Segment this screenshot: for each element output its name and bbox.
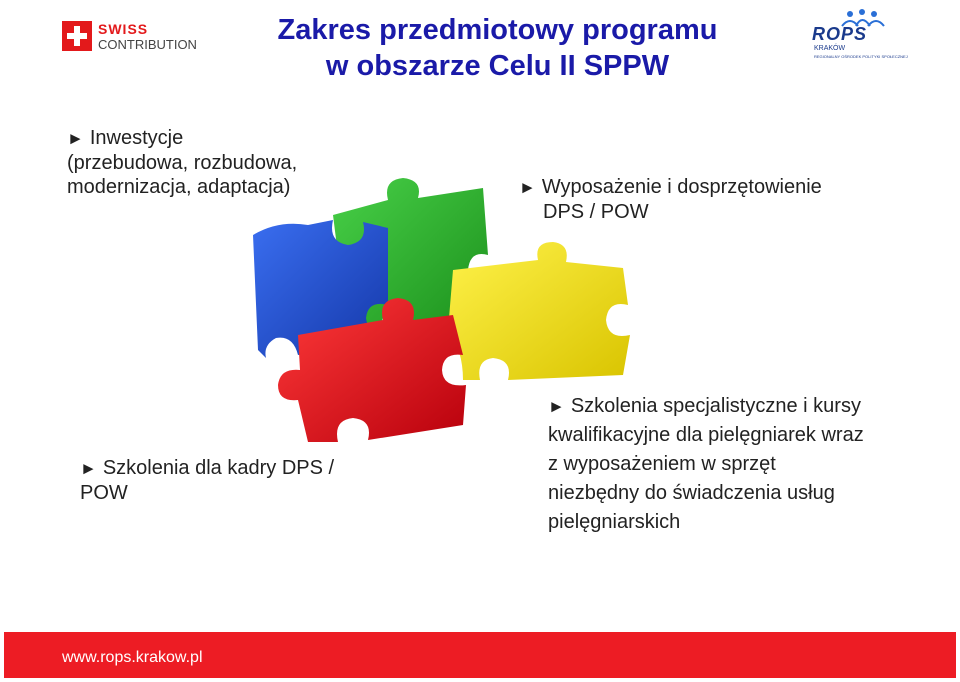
bullet-text: DPS / POW xyxy=(543,201,649,223)
bullet-staff-training xyxy=(80,456,420,505)
bullet-nursing-training xyxy=(548,392,938,537)
bullet-text: POW xyxy=(80,482,128,504)
bullet-text: (przebudowa, rozbudowa, xyxy=(67,152,298,174)
title-line-2: w obszarze Celu II SPPW xyxy=(325,50,670,82)
logo-text-contribution: CONTRIBUTION xyxy=(98,36,197,52)
bullet-text: Wyposażenie i dosprzętowienie xyxy=(541,176,822,198)
rops-logo xyxy=(812,8,908,64)
bullet-arrow-icon: ► xyxy=(80,459,97,478)
rops-subtitle: REGIONALNY OŚRODEK POLITYKI SPOŁECZNEJ xyxy=(814,54,908,59)
bullet-text: niezbędny do świadczenia usług xyxy=(548,482,835,504)
title-line-1: Zakres przedmiotowy programu xyxy=(277,14,718,46)
bullet-text: pielęgniarskich xyxy=(548,511,681,533)
bullet-text: Szkolenia dla kadry DPS / xyxy=(102,457,335,479)
rops-wordmark: ROPS xyxy=(812,24,868,44)
rops-city: KRAKÓW xyxy=(814,45,846,52)
footer-bar xyxy=(4,632,956,678)
logo-text-swiss: SWISS xyxy=(98,20,149,37)
slide-title xyxy=(225,12,770,84)
bullet-text: kwalifikacyjne dla pielęgniarek wraz xyxy=(548,424,864,446)
bullet-text: Inwestycje xyxy=(89,127,184,149)
bullet-arrow-icon: ► xyxy=(548,397,565,416)
swiss-flag-icon xyxy=(62,21,92,51)
bullet-text: Szkolenia specjalistyczne i kursy xyxy=(570,395,861,417)
bullet-text: modernizacja, adaptacja) xyxy=(67,176,291,198)
bullet-text: z wyposażeniem w sprzęt xyxy=(548,453,776,475)
bullet-arrow-icon: ► xyxy=(67,129,84,148)
footer-url: www.rops.krakow.pl xyxy=(62,649,203,666)
bullet-arrow-icon: ► xyxy=(519,178,536,197)
swiss-contribution-logo xyxy=(62,18,212,54)
